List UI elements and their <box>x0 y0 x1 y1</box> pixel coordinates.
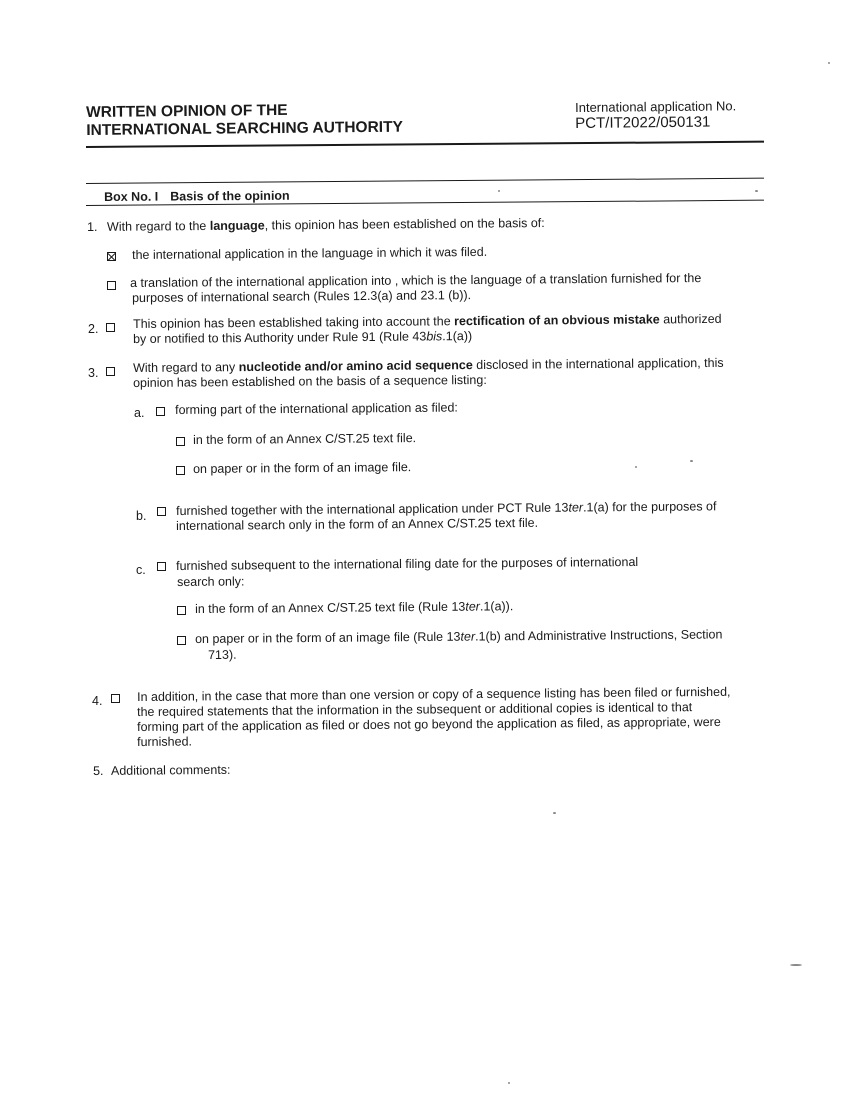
sub-item-text-end: .1(a) for the purposes of <box>582 499 717 515</box>
subsequent-paper-image-file-line-2: 713). <box>208 647 237 662</box>
additional-statements-checkbox[interactable] <box>111 694 120 703</box>
language-translation-option-line-2: purposes of international search (Rules 12.3(a) and 23.1 (b)). <box>132 288 472 305</box>
item-2-text: This opinion has been established taking into account the <box>133 314 455 331</box>
item-4-line-1: In addition, in the case that more than one version or copy of a sequence listing has been filed or furnished, <box>137 684 731 704</box>
box-title: Basis of the opinion <box>170 188 290 204</box>
item-number: 3. <box>88 366 99 380</box>
sequence-part-of-application-text: forming part of the international application as filed: <box>175 400 458 417</box>
subsequent-paper-image-file-line-1 <box>195 627 722 647</box>
paper-image-file-checkbox[interactable] <box>176 466 185 475</box>
item-1 <box>87 216 545 235</box>
item-3-keyword: nucleotide and/or amino acid sequence <box>238 358 473 375</box>
annex-text-file-text: in the form of an Annex C/ST.25 text file. <box>193 431 417 447</box>
sub-item-text: in the form of an Annex C/ST.25 text file (Rule 13 <box>195 599 466 616</box>
sub-item-text: on paper or in the form of an image file (Rule 13 <box>195 629 461 646</box>
sub-item-italic: ter <box>460 629 476 644</box>
item-4-line-2: the required statements that the information in the subsequent or additional copies is identical to that <box>137 700 693 719</box>
sub-item-text-end: .1(b) and Administrative Instructions, Section <box>475 627 723 644</box>
subsequent-paper-image-file-checkbox[interactable] <box>177 636 186 645</box>
item-2-text-end: .1(a)) <box>442 329 473 344</box>
scan-speck <box>508 1082 510 1084</box>
item-4-line-4: furnished. <box>137 734 193 749</box>
item-4-line-3: forming part of the application as filed or does not go beyond the application as filed, as appropriate, were <box>137 714 721 734</box>
sequence-furnished-subsequent-line-2: search only: <box>177 574 245 589</box>
application-number-label: International application No. <box>575 98 737 115</box>
sub-item-marker: a. <box>134 406 145 420</box>
sub-item-italic: ter <box>465 599 481 614</box>
box-label: Box No. I <box>104 189 159 204</box>
item-2-line-2 <box>133 329 472 347</box>
application-number-value: PCT/IT2022/050131 <box>575 113 711 132</box>
item-2-keyword: rectification of an obvious mistake <box>454 312 660 329</box>
language-original-option: the international application in the language in which it was filed. <box>132 244 488 262</box>
rectification-checkbox[interactable] <box>106 323 115 332</box>
item-number: 5. <box>93 763 104 778</box>
item-number: 2. <box>88 322 99 336</box>
subsequent-annex-text-file-checkbox[interactable] <box>177 606 186 615</box>
scan-speck <box>755 190 758 192</box>
sequence-furnished-subsequent-line-1: furnished subsequent to the international filing date for the purposes of international <box>176 554 639 573</box>
additional-comments-label: Additional comments: <box>110 762 231 778</box>
title-line-1: WRITTEN OPINION OF THE <box>86 101 288 121</box>
item-2-text-end: authorized <box>659 311 722 327</box>
sub-item-marker: c. <box>136 563 146 577</box>
language-original-checkbox[interactable] <box>107 252 116 261</box>
title-line-2: INTERNATIONAL SEARCHING AUTHORITY <box>86 118 403 139</box>
sequence-furnished-together-checkbox[interactable] <box>157 507 166 516</box>
annex-text-file-checkbox[interactable] <box>176 437 185 446</box>
sequence-furnished-subsequent-checkbox[interactable] <box>157 562 166 571</box>
item-3-text-end: disclosed in the international application, this <box>472 355 724 373</box>
sequence-checkbox[interactable] <box>106 367 115 376</box>
item-3-line-2: opinion has been established on the basis of a sequence listing: <box>133 372 487 390</box>
paper-image-file-text: on paper or in the form of an image file. <box>193 460 412 476</box>
sequence-part-of-application-checkbox[interactable] <box>156 407 165 416</box>
item-2-italic: bis <box>426 329 443 344</box>
language-translation-checkbox[interactable] <box>107 281 116 290</box>
language-translation-option-line-1: a translation of the international application into , which is the language of a translation furnished for the <box>130 271 702 290</box>
scan-speck <box>635 466 637 468</box>
scan-speck <box>690 460 693 462</box>
item-number: 4. <box>92 694 103 708</box>
item-number: 1. <box>87 219 98 234</box>
item-1-text: With regard to the <box>106 218 210 234</box>
scan-speck <box>498 190 500 192</box>
item-1-keyword: language <box>209 218 265 233</box>
scan-speck <box>828 62 830 64</box>
scan-speck <box>553 812 556 814</box>
sub-item-text: furnished together with the international application under PCT Rule 13 <box>176 500 569 518</box>
item-2-text: by or notified to this Authority under Rule 91 (Rule 43 <box>133 329 427 346</box>
item-5 <box>93 763 231 779</box>
scan-speck <box>790 964 802 966</box>
sub-item-text-end: .1(a)). <box>479 599 514 614</box>
sequence-furnished-together-line-2: international search only in the form of an Annex C/ST.25 text file. <box>176 515 539 533</box>
sub-item-marker: b. <box>136 509 147 523</box>
subsequent-annex-text-file-text <box>195 599 513 617</box>
sub-item-italic: ter <box>568 500 584 515</box>
item-3-text: With regard to any <box>133 360 239 375</box>
item-1-text-end: , this opinion has been established on the basis of: <box>264 216 545 233</box>
